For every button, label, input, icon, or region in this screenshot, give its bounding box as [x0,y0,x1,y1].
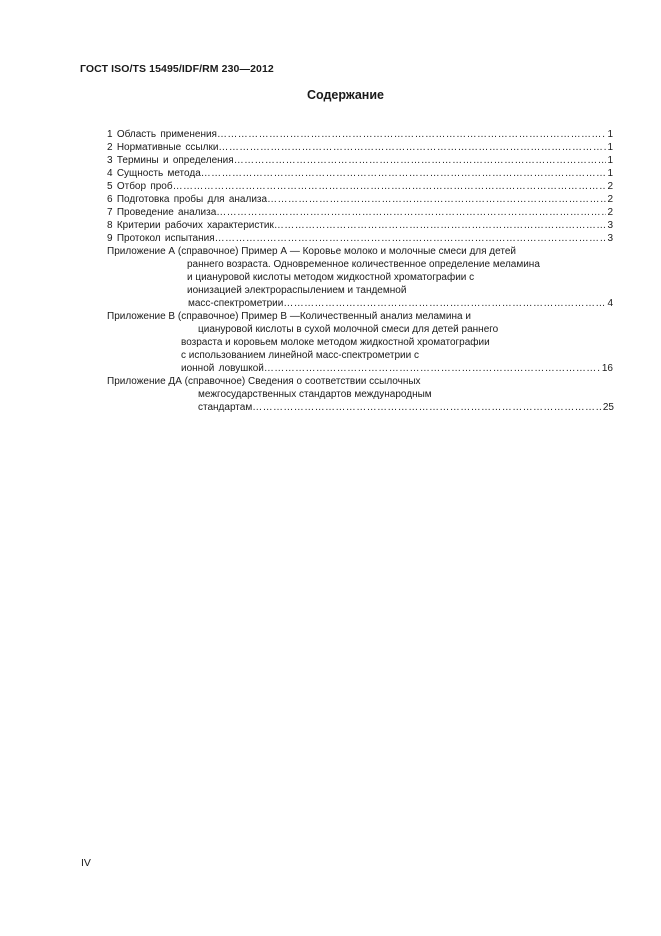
toc-entry[interactable] [107,206,613,219]
dot-leader [264,362,601,375]
toc-entry-title: 5 Отбор проб [107,181,173,192]
toc-entry[interactable] [107,141,613,154]
dot-leader [215,232,607,245]
table-of-contents [107,128,613,414]
toc-entry-title: 9 Протокол испытания [107,233,215,244]
toc-entry[interactable] [107,180,613,193]
toc-entry-page: 4 [607,298,613,309]
toc-entry-title: 6 Подготовка пробы для анализа [107,194,268,205]
appendix-da-heading: Приложение ДА (справочное) Сведения о соответствии ссылочных [107,376,421,387]
toc-entry-page: 1 [607,155,613,166]
toc-entry[interactable] [107,193,613,206]
appendix-b-last-line [107,362,613,375]
dot-leader [218,141,606,154]
toc-entry-page: 1 [607,168,613,179]
toc-entry-page: 2 [607,207,613,218]
dot-leader [267,193,606,206]
toc-entry[interactable] [107,232,613,245]
appendix-a-last-line [107,297,613,310]
appendix-a-heading: Приложение А (справочное) Пример А — Коровье молоко и молочные смеси для детей [107,246,516,257]
toc-entry-page: 3 [607,233,613,244]
toc-entry-title: стандартам [198,402,253,413]
toc-entry-title: 7 Проведение анализа [107,207,217,218]
toc-entry-page: 16 [601,363,613,374]
dot-leader [252,401,602,414]
toc-entry-page: 1 [607,142,613,153]
toc-entry-title: 8 Критерии рабочих характеристик [107,220,274,231]
toc-appendix-da[interactable] [107,375,613,414]
toc-entry[interactable] [107,167,613,180]
dot-leader [201,167,607,180]
toc-entry-title: 4 Сущность метода [107,168,201,179]
document-header: ГОСТ ISO/TS 15495/IDF/RM 230—2012 [80,63,274,75]
appendix-b-line: с использованием линейной масс-спектрометрии с [181,350,419,361]
dot-leader [173,180,607,193]
page-title: Содержание [306,88,384,102]
page-number: IV [81,857,91,869]
dot-leader [217,128,606,141]
toc-entry-title: 2 Нормативные ссылки [107,142,219,153]
toc-entry-page: 1 [607,129,613,140]
toc-entry-title: 1 Область применения [107,129,217,140]
toc-entry-title: ионной ловушкой [181,363,264,374]
toc-entry-title: масс-спектрометрии [188,298,284,309]
appendix-b-line: циануровой кислоты в сухой молочной смеси для детей раннего [198,324,499,335]
toc-entry[interactable] [107,219,613,232]
appendix-a-line: раннего возраста. Одновременное количественное определение меламина [187,259,540,270]
appendix-a-line: ионизацией электрораспылением и тандемной [187,285,407,296]
toc-appendix-a[interactable] [107,245,613,310]
appendix-da-last-line [107,401,614,414]
toc-entry[interactable] [107,128,613,141]
toc-entry-page: 25 [602,402,614,413]
appendix-da-line: межгосударственных стандартов международным [198,389,432,400]
appendix-a-line: и циануровой кислоты методом жидкостной хроматографии с [187,272,475,283]
toc-appendix-b[interactable] [107,310,613,375]
dot-leader [234,154,607,167]
toc-entry-page: 2 [607,194,613,205]
toc-entry-page: 2 [607,181,613,192]
dot-leader [283,297,606,310]
toc-entry[interactable] [107,154,613,167]
dot-leader [216,206,606,219]
appendix-b-heading: Приложение В (справочное) Пример В —Количественный анализ меламина и [107,311,471,322]
appendix-b-line: возраста и коровьем молоке методом жидкостной хроматографии [181,337,490,348]
dot-leader [274,219,607,232]
toc-entry-page: 3 [607,220,613,231]
toc-entry-title: 3 Термины и определения [107,155,234,166]
